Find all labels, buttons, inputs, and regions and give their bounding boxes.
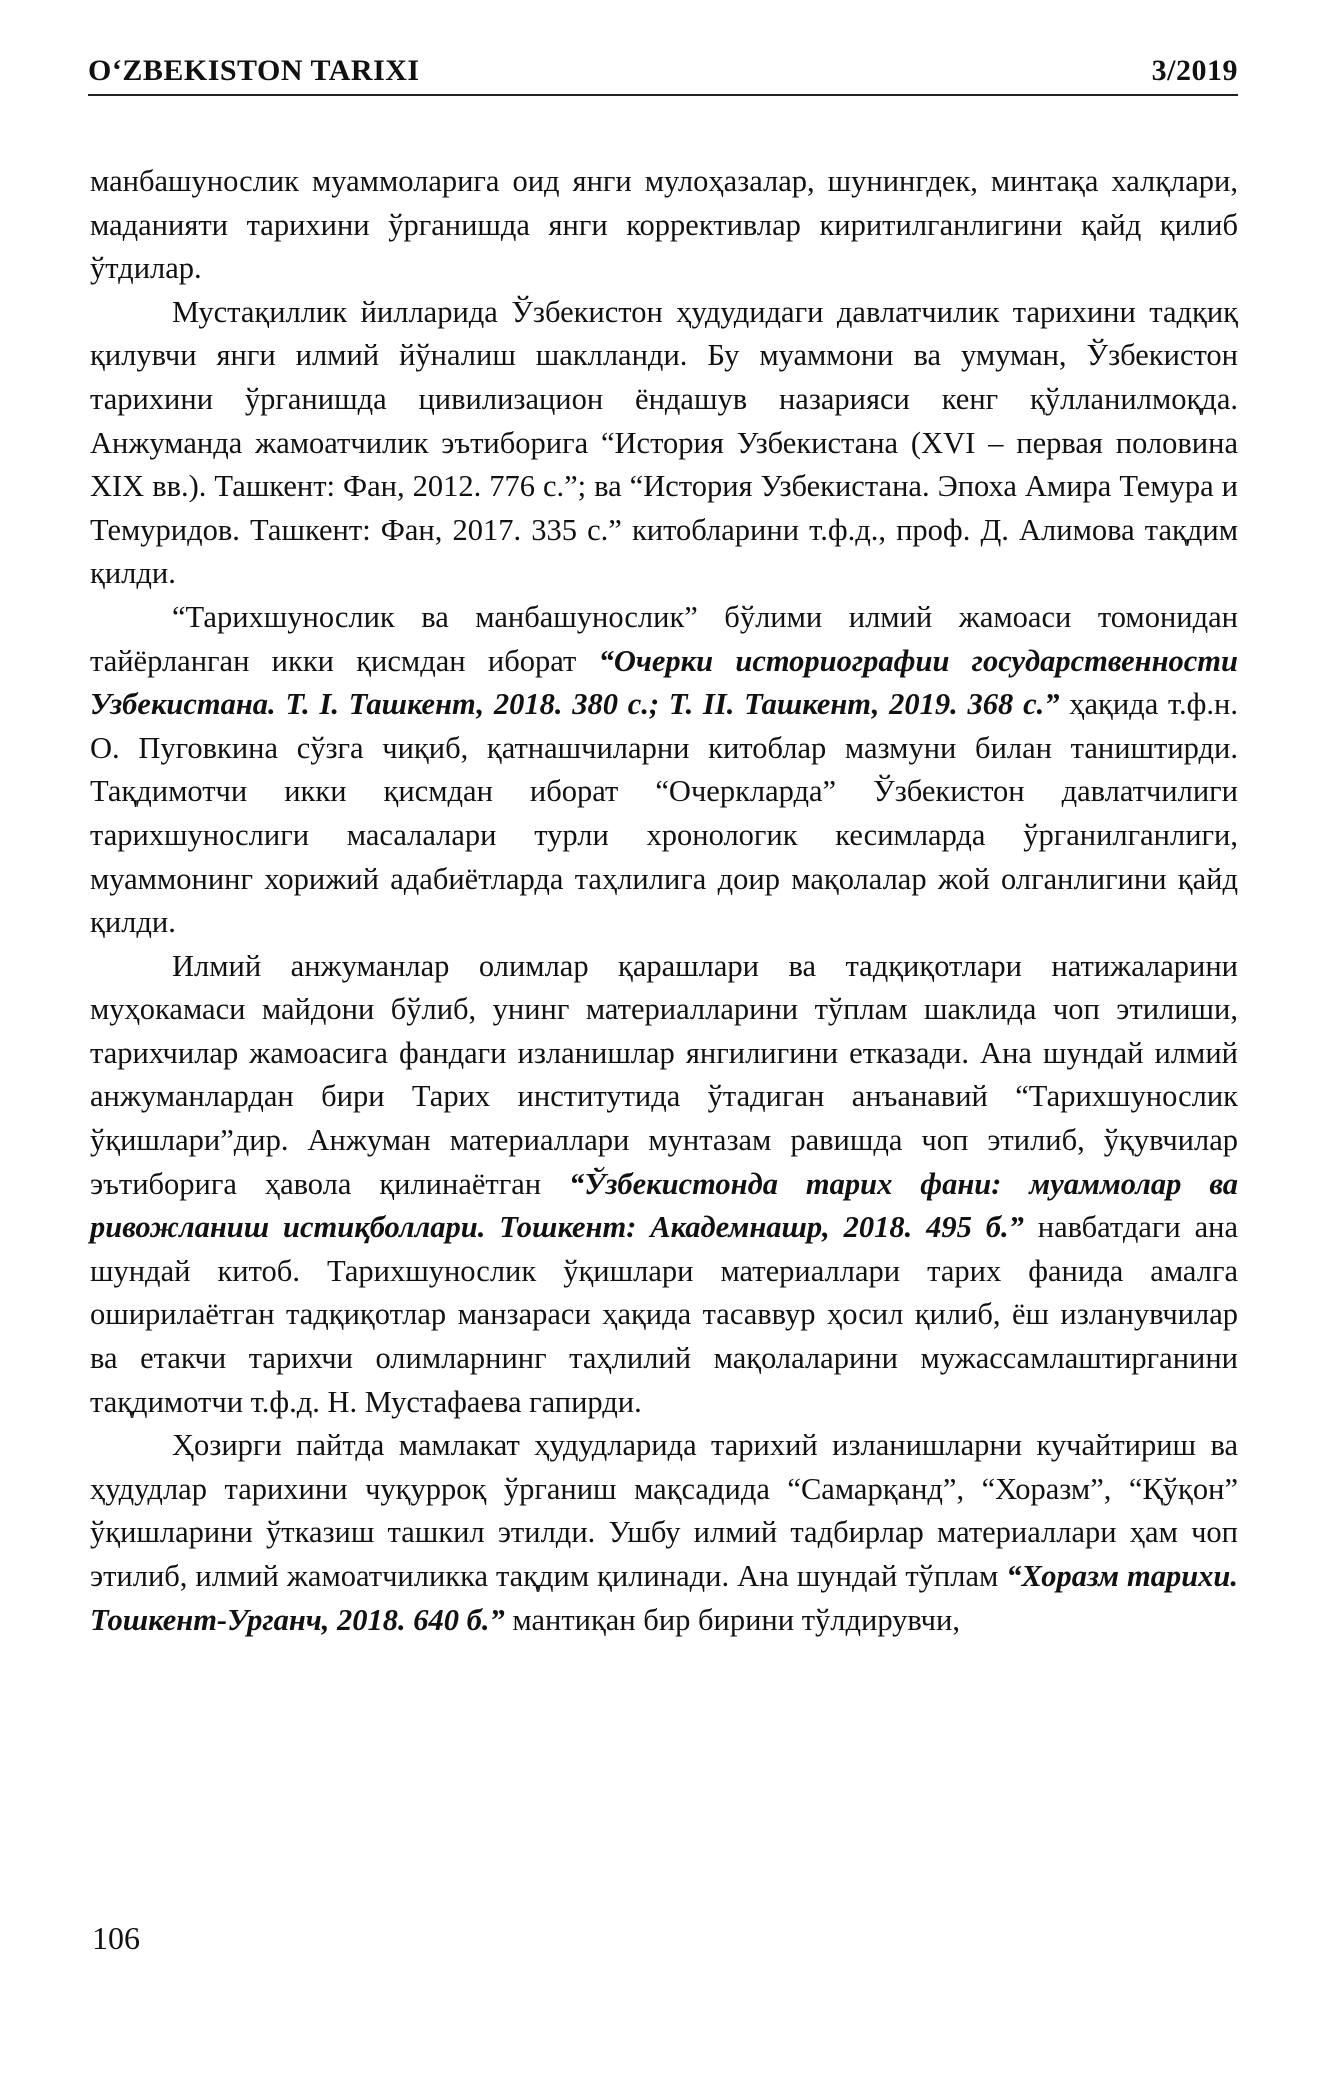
paragraph [90, 1424, 1238, 1642]
book-citation: “Ўзбекистонда тарих фани: муаммолар ва ривожланиш истиқболлари. Тошкент: Академнашр, 2018. 495 б.” [90, 1166, 1239, 1245]
paragraph [90, 160, 1238, 291]
book-citation: “Очерки историографии государственности Узбекистана. Т. I. Ташкент, 2018. 380 с.; Т. II. Ташкент, 2019. 368 с.” [90, 643, 1238, 722]
article-body [90, 160, 1238, 1642]
paragraph [90, 291, 1238, 596]
paragraph-text: мантиқан бир бирини тўлдирувчи, [504, 1602, 960, 1637]
book-citation: “Хоразм тарихи. Тошкент-Урганч, 2018. 640 б.” [90, 1559, 1239, 1637]
page-number: 106 [92, 1920, 140, 1956]
paragraph [90, 945, 1238, 1425]
running-header [88, 48, 1238, 96]
paragraph [90, 596, 1238, 945]
paragraph-text: ҳақида т.ф.н. О. Пуговкина сўзга чиқиб, қатнашчиларни китоблар мазмуни билан таништирди. Тақдимотчи икки қисмдан иборат “Очеркларда” Ўзбекистон давлатчилиги тарихшунослиги масалалари турли хронологик кесимларда ўрганилганлиги, муаммонинг хорижий адабиётларда таҳлилига доир мақолалар жой олганлигини қайд қилди. [90, 687, 1238, 940]
paragraph-text: манбашунослик муаммоларига оид янги мулоҳазалар, шунингдек, минтақа халқлари, маданияти тарихини ўрганишда янги коррективлар киритилганлигини қайд қилиб ўтдилар. [90, 164, 1238, 286]
journal-title: O‘ZBEKISTON TARIXI [88, 54, 420, 87]
paragraph-text: Илмий анжуманлар олимлар қарашлари ва тадқиқотлари натижаларини муҳокамаси майдони бўлиб, унинг материалларини тўплам шаклида чоп этилиши, тарихчилар жамоасига фандаги изланишлар янгилигини етказади. Ана шундай илмий анжуманлардан бири Тарих институтида ўтадиган анъанавий “Тарихшунослик ўқишлари”дир. Анжуман материаллари мунтазам равишда чоп этилиб, ўқувчилар эътиборига ҳавола қилинаётган [90, 948, 1238, 1201]
issue-number: 3/2019 [1151, 54, 1238, 87]
paragraph-text: Ҳозирги пайтда мамлакат ҳудудларида тарихий изланишларни кучайтириш ва ҳудудлар тарихини чуқурроқ ўрганиш мақсадида “Самарқанд”, “Хоразм”, “Қўқон” ўқишларини ўтказиш ташкил этилди. Ушбу илмий тадбирлар материаллари ҳам чоп этилиб, илмий жамоатчиликка тақдим қилинади. Ана шундай тўплам [90, 1428, 1238, 1593]
paragraph-text: Мустақиллик йилларида Ўзбекистон ҳудудидаги давлатчилик тарихини тадқиқ қилувчи янги илмий йўналиш шаклланди. Бу муаммони ва умуман, Ўзбекистон тарихини ўрганишда цивилизацион ёндашув назарияси кенг қўлланилмоқда. Анжуманда жамоатчилик эътиборига “История Узбекистана (XVI – первая половина XIX вв.). Ташкент: Фан, 2012. 776 с.”; ва “История Узбекистана. Эпоха Амира Темура и Темуридов. Ташкент: Фан, 2017. 335 с.” китобларини т.ф.д., проф. Д. Алимова тақдим қилди. [90, 294, 1238, 591]
paragraph-text: навбатдаги ана шундай китоб. Тарихшунослик ўқишлари материаллари тарих фанида амалга оширилаётган тадқиқотлар манзараси ҳақида тасаввур ҳосил қилиб, ёш изланувчилар ва етакчи тарихчи олимларнинг таҳлилий мақолаларини мужассамлаштирганини тақдимотчи т.ф.д. Н. Мустафаева гапирди. [90, 1210, 1238, 1419]
paragraph-text: “Тарихшунослик ва манбашунослик” бўлими илмий жамоаси томонидан тайёрланган икки қисмдан иборат [90, 599, 1238, 678]
